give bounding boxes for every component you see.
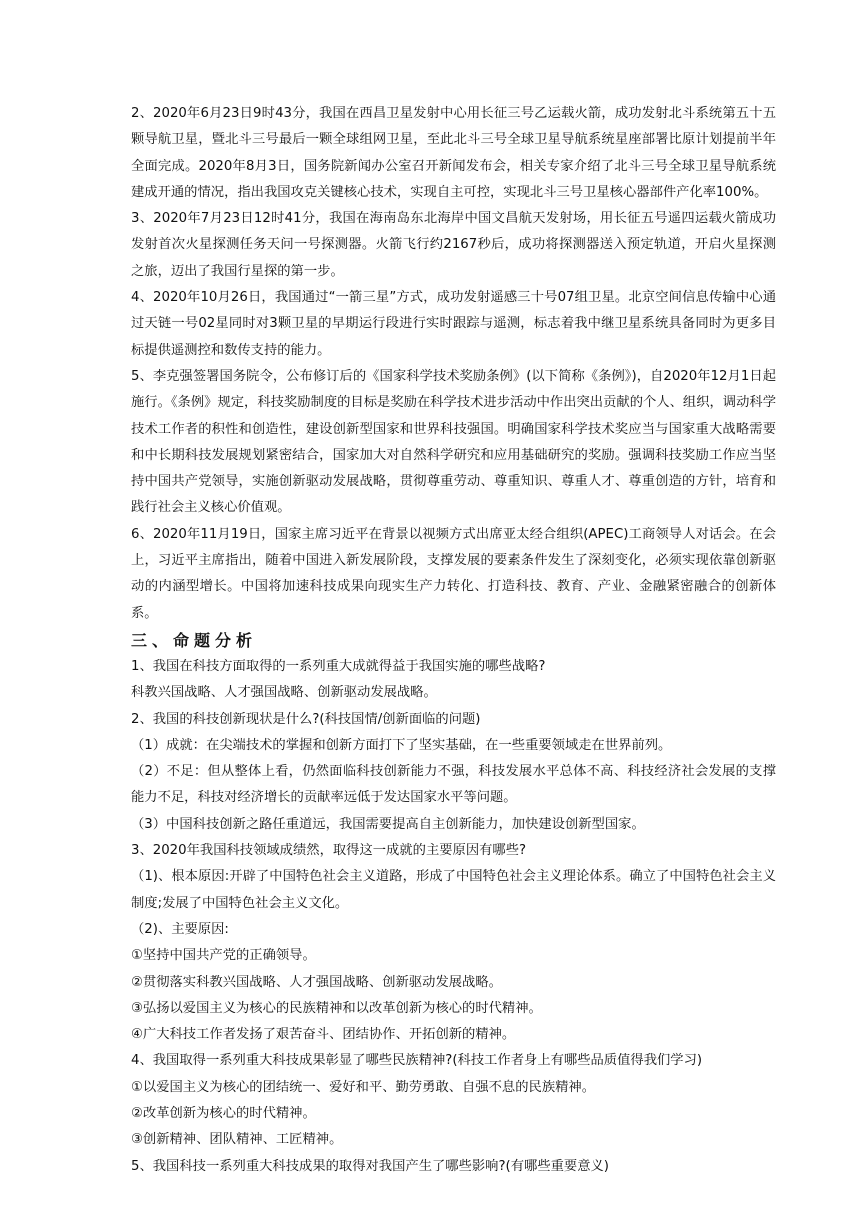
answer-2-point-3: （3）中国科技创新之路任重道远，我国需要提高自主创新能力，加快建设创新型国家。 — [131, 816, 645, 832]
answer-3-cause-4: ④广大科技工作者发扬了艰苦奋斗、团结协作、开拓创新的精神。 — [131, 1027, 516, 1043]
answer-1: 科教兴国战略、人才强国战略、创新驱动发展战略。 — [131, 685, 437, 701]
question-4: 4、我国取得一系列重大科技成果彰显了哪些民族精神?(科技工作者身上有哪些品质值得我们学习) — [131, 1053, 703, 1069]
question-3: 3、2020年我国科技领域成绩然，取得这一成就的主要原因有哪些? — [131, 843, 527, 859]
section-heading: 三、命题分析 — [131, 630, 258, 650]
question-5: 5、我国科技一系列重大科技成果的取得对我国产生了哪些影响?(有哪些重要意义) — [131, 1158, 609, 1174]
answer-2-point-1: （1）成就：在尖端技术的掌握和创新方面打下了坚实基础，在一些重要领域走在世界前列。 — [131, 737, 672, 753]
answer-4-point-1: ①以爱国主义为核心的团结统一、爱好和平、勤劳勇敢、自强不息的民族精神。 — [131, 1079, 596, 1095]
answer-3-main-causes-label: （2)、主要原因: — [131, 921, 229, 937]
answer-3-cause-2: ②贯彻落实科教兴国战略、人才强国战略、创新驱动发展战略。 — [131, 974, 502, 990]
news-item-5: 5、李克强签署国务院令，公布修订后的《国家科学技术奖励条例》(以下简称《条例》)，自2020年12月1日起施行。《条例》规定，科技奖励制度的目标是奖励在科学技术进步活动中作出突出贡献的个人、组织，调动科学技术工作者的积性和创造性，建设创新型国家和世界科技强国。明确国家科学技术奖应当与国家重大战略需要和中长期科技发展规划紧密结合，国家加大对自然科学研究和应用基础研究的奖励。强调科技奖励工作应当坚持中国共产党领导，实施创新驱动发展战略，贯彻尊重劳动、尊重知识、尊重人才、尊重创造的方针，培育和践行社会主义核心价值观。 — [131, 368, 776, 516]
answer-4-point-2: ②改革创新为核心的时代精神。 — [131, 1105, 316, 1121]
news-item-2: 2、2020年6月23日9时43分，我国在西昌卫星发射中心用长征三号乙运载火箭，成功发射北斗系统第五十五颗导航卫星，暨北斗三号最后一颗全球组网卫星，至此北斗三号全球卫星导航系统星座部署比原计划提前半年全面完成。2020年8月3日，国务院新闻办公室召开新闻发布会，相关专家介绍了北斗三号全球卫星导航系统建成开通的情况，指出我国攻克关键核心技术，实现自主可控，实现北斗三号卫星核心器部件产化率100%。 — [131, 106, 776, 200]
question-1: 1、我国在科技方面取得的一系列重大成就得益于我国实施的哪些战略? — [131, 658, 546, 674]
question-2: 2、我国的科技创新现状是什么?(科技国情/创新面临的问题) — [131, 711, 481, 727]
answer-3-cause-3: ③弘扬以爱国主义为核心的民族精神和以改革创新为核心的时代精神。 — [131, 1000, 542, 1016]
answer-2-point-2: （2）不足：但从整体上看，仍然面临科技创新能力不强，科技发展水平总体不高、科技经济社会发展的支撑能力不足，科技对经济增长的贡献率远低于发达国家水平等问题。 — [131, 764, 776, 806]
answer-4-point-3: ③创新精神、团队精神、工匠精神。 — [131, 1132, 343, 1148]
answer-3-cause-1: ①坚持中国共产党的正确领导。 — [131, 948, 316, 964]
news-item-6: 6、2020年11月19日，国家主席习近平在背景以视频方式出席亚太经合组织(APEC)工商领导人对话会。在会上，习近平主席指出，随着中国进入新发展阶段，支撑发展的要素条件发生了深刻变化，必须实现依靠创新驱动的内涵型增长。中国将加速科技成果向现实生产力转化、打造科技、教育、产业、金融紧密融合的创新体系。 — [131, 526, 776, 621]
answer-3-root-cause: （1)、根本原因:开辟了中国特色社会主义道路，形成了中国特色社会主义理论体系。确立了中国特色社会主义制度;发展了中国特色社会主义文化。 — [131, 869, 776, 911]
news-item-4: 4、2020年10月26日，我国通过“一箭三星”方式，成功发射遥感三十号07组卫星。北京空间信息传输中心通过天链一号02星同时对3颗卫星的早期运行段进行实时跟踪与遥测，标志着我中继卫星系统具备同时为更多目标提供遥测控和数传支持的能力。 — [131, 290, 776, 358]
news-item-3: 3、2020年7月23日12时41分，我国在海南岛东北海岸中国文昌航天发射场，用长征五号遥四运载火箭成功发射首次火星探测任务天问一号探测器。火箭飞行约2167秒后，成功将探测器送入预定轨道，开启火星探测之旅，迈出了我国行星探的第一步。 — [131, 211, 776, 279]
